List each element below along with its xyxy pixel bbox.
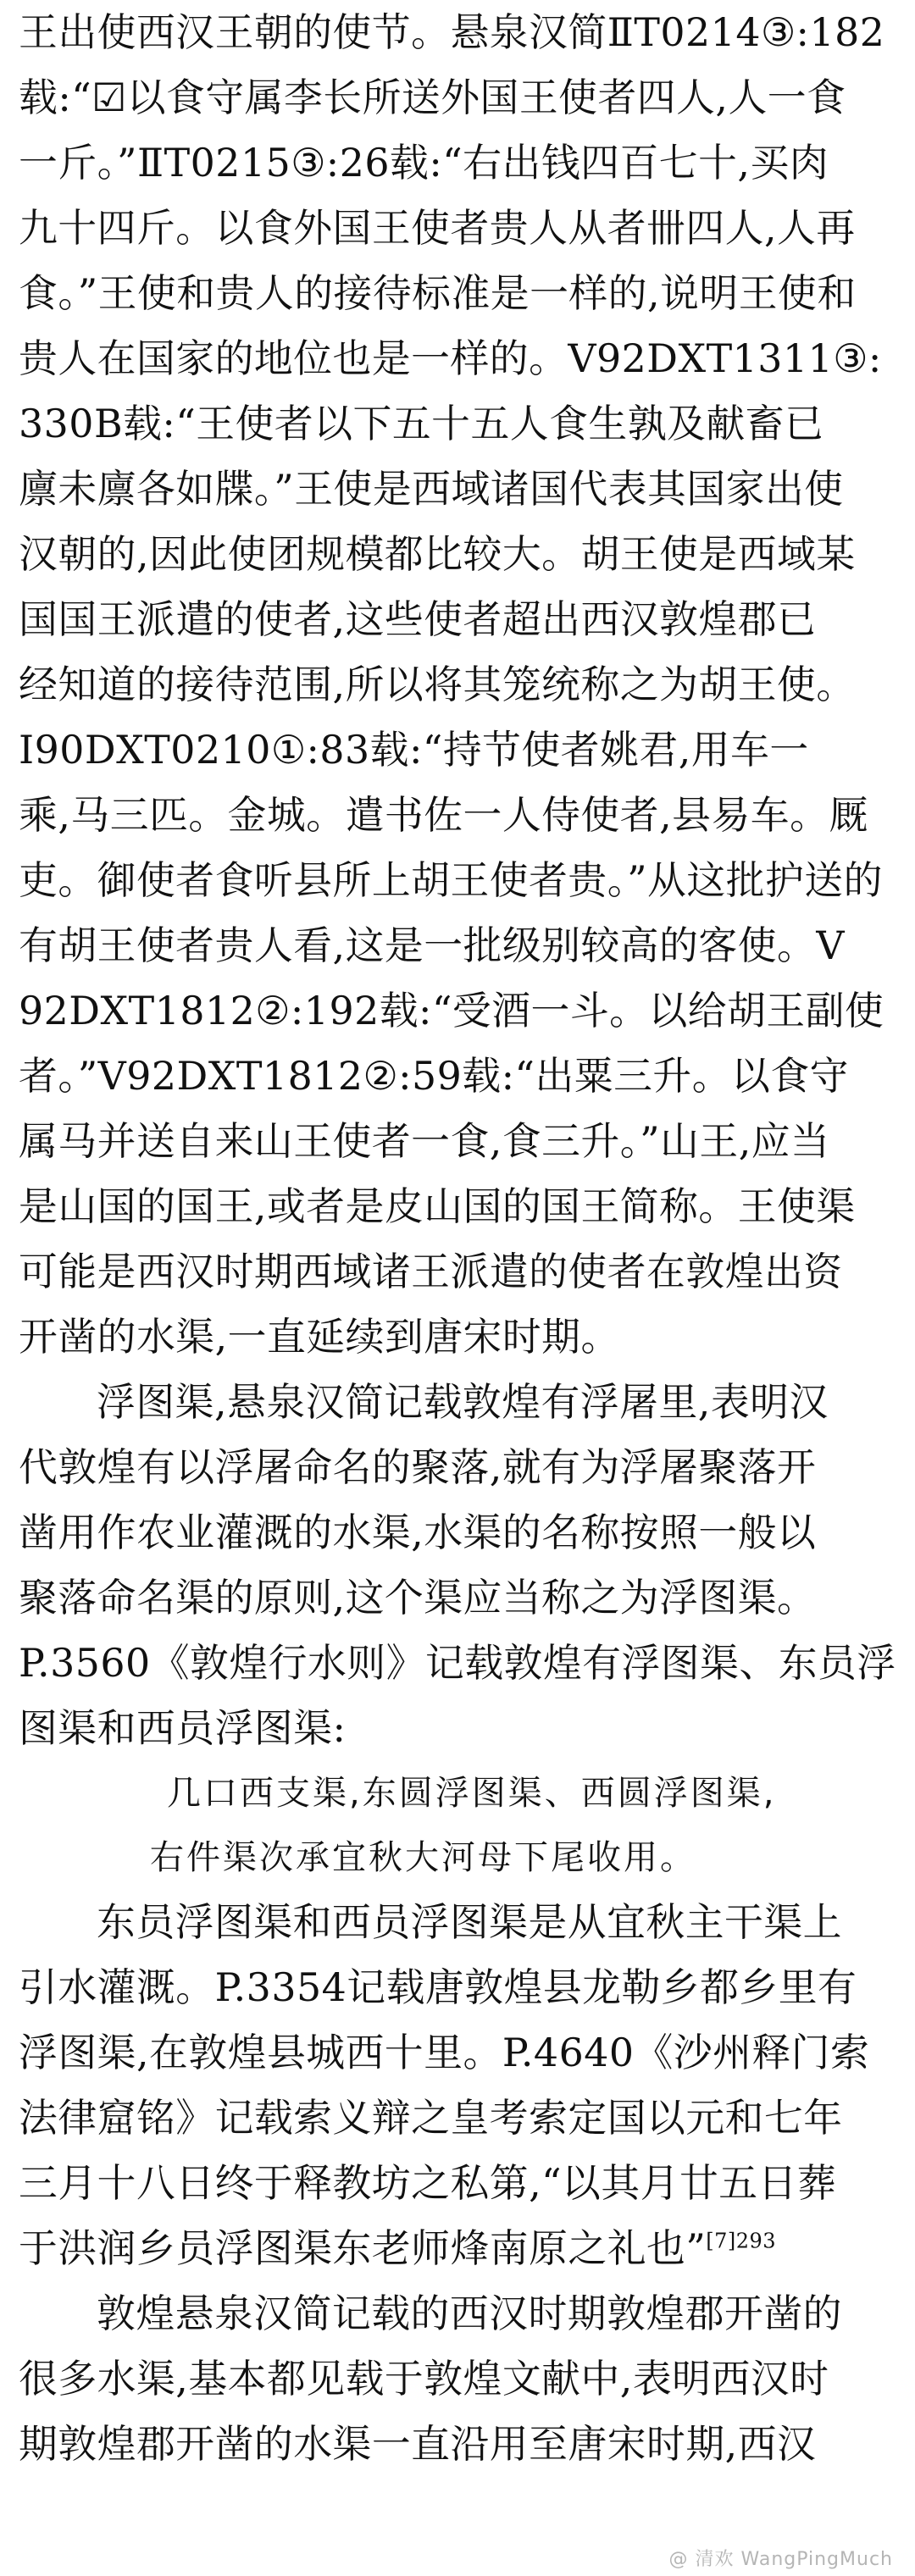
paragraph-wang-shi-qu [19, 0, 900, 1370]
watermark: @ 清欢 WangPingMuch [668, 2549, 893, 2570]
text-line: 92DXT1812②:192载:“受酒一斗。以给胡王副使 [19, 988, 884, 1033]
document-page [19, 0, 900, 2576]
text-line: 是山国的国王,或者是皮山国的国王简称。王使渠 [19, 1183, 856, 1229]
text-line: 聚落命名渠的原则,这个渠应当称之为浮图渠。 [19, 1575, 817, 1620]
paragraph-conclusion [19, 2281, 900, 2477]
text-line: 汉朝的,因此使团规模都比较大。胡王使是西域某 [19, 531, 856, 577]
text-line: 属马并送自来山王使者一食,食三升。”山王,应当 [19, 1118, 830, 1164]
text-line: 期敦煌郡开凿的水渠一直沿用至唐宋时期,西汉 [19, 2421, 817, 2467]
text-line: 敦煌悬泉汉简记载的西汉时期敦煌郡开凿的 [97, 2291, 842, 2336]
text-line: 浮图渠,悬泉汉简记载敦煌有浮屠里,表明汉 [97, 1379, 829, 1425]
text-line: 贵人在国家的地位也是一样的。Ⅴ92DXT1311③: [19, 335, 882, 381]
text-line: 者。”Ⅴ92DXT1812②:59载:“出粟三升。以食守 [19, 1053, 849, 1099]
text-line: 有胡王使者贵人看,这是一批级别较高的客使。Ⅴ [19, 922, 845, 968]
text-line: 代敦煌有以浮屠命名的聚落,就有为浮屠聚落开 [19, 1444, 817, 1490]
text-line: 可能是西汉时期西域诸王派遣的使者在敦煌出资 [19, 1249, 843, 1294]
text-line: 很多水渠,基本都见载于敦煌文献中,表明西汉时 [19, 2356, 829, 2401]
text-line: 廪未廪各如牒。”王使是西域诸国代表其国家出使 [19, 466, 844, 512]
text-line: 330B载:“王使者以下五十五人食生孰及献畜已 [19, 401, 824, 446]
text-line-with-citation [19, 2216, 900, 2281]
citation-superscript: [7]293 [706, 2229, 777, 2253]
quote-line: 右件渠次承宜秋大河母下尾收用。 [150, 1838, 696, 1877]
quote-line: 几口西支渠,东圆浮图渠、西圆浮图渠, [167, 1774, 777, 1813]
text-line: 经知道的接待范围,所以将其笼统称之为胡王使。 [19, 662, 856, 707]
text-line: 食。”王使和贵人的接待标准是一样的,说明王使和 [19, 270, 857, 316]
text-line: 三月十八日终于释教坊之私第,“以其月廿五日葬 [19, 2160, 837, 2206]
text-line: 引水灌溉。P.3354记载唐敦煌县龙勒乡都乡里有 [19, 1964, 857, 2010]
text-line: P.3560《敦煌行水则》记载敦煌有浮图渠、东员浮 [19, 1640, 896, 1686]
text-line: 王出使西汉王朝的使节。悬泉汉简ⅡT0214③:182 [19, 9, 885, 55]
text-line: 乘,马三匹。金城。遣书佐一人侍使者,县易车。厩 [19, 792, 868, 838]
text-line: 东员浮图渠和西员浮图渠是从宜秋主干渠上 [97, 1899, 842, 1945]
text-line: 凿用作农业灌溉的水渠,水渠的名称按照一般以 [19, 1510, 817, 1555]
text-segment: 于洪润乡员浮图渠东老师烽南原之礼也” [19, 2225, 707, 2271]
text-line: Ⅰ90DXT0210①:83载:“持节使者姚君,用车一 [19, 727, 809, 773]
text-line: 开凿的水渠,一直延续到唐宋时期。 [19, 1314, 620, 1360]
text-line: 一斤。”ⅡT0215③:26载:“右出钱四百七十,买肉 [19, 140, 829, 186]
text-line: 九十四斤。以食外国王使者贵人从者卌四人,人再 [19, 205, 856, 251]
text-line: 国国王派遣的使者,这些使者超出西汉敦煌郡已 [19, 596, 817, 642]
block-quote [19, 1761, 900, 1890]
text-line: 图渠和西员浮图渠: [19, 1705, 347, 1751]
text-line: 法律窟铭》记载索义辩之皇考索定国以元和七年 [19, 2095, 843, 2141]
paragraph-fu-tu-qu [19, 1370, 900, 1761]
paragraph-dong-yuan-fu-tu-qu [19, 1890, 900, 2281]
text-line: 浮图渠,在敦煌县城西十里。P.4640《沙州释门索 [19, 2030, 870, 2075]
text-line: 吏。御使者食听县所上胡王使者贵。”从这批护送的 [19, 857, 883, 903]
text-line: 载:“☑以食守属李长所送外国王使者四人,人一食 [19, 75, 846, 120]
